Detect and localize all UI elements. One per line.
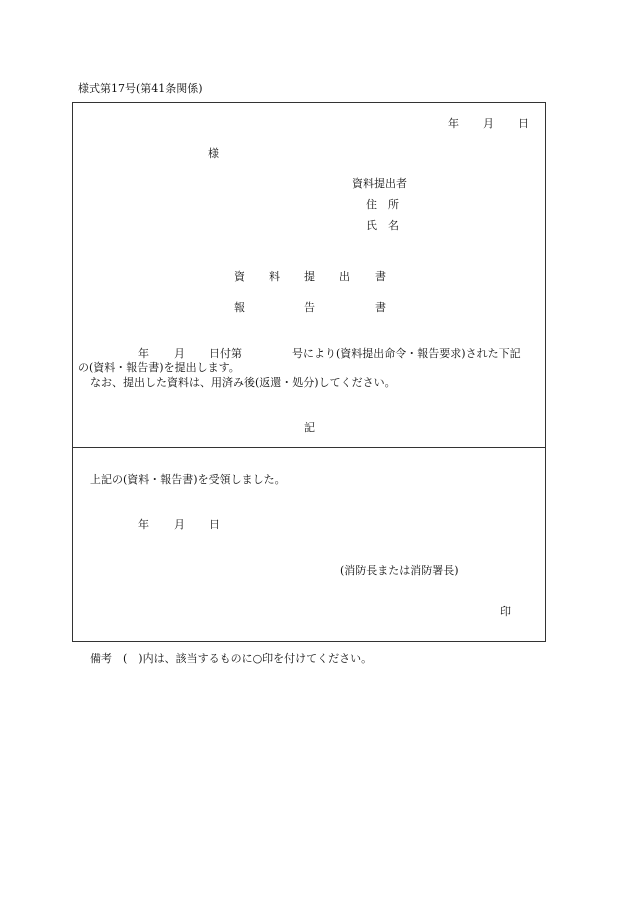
form-number: 様式第17号(第41条関係) — [78, 82, 203, 95]
addressee-suffix: 様 — [208, 147, 219, 160]
title-char: 報 — [234, 301, 245, 314]
receipt-date-month: 月 — [174, 518, 185, 531]
submitter-title: 資料提出者 — [352, 177, 407, 190]
title-char: 資 — [234, 270, 245, 283]
title-char: 料 — [269, 270, 280, 283]
receipt-statement: 上記の(資料・報告書)を受領しました。 — [90, 473, 286, 486]
receipt-date-year: 年 — [138, 518, 149, 531]
body-line3: なお、提出した資料は、用済み後(返還・処分)してください。 — [90, 376, 396, 389]
section-divider — [72, 447, 546, 448]
title-char: 告 — [304, 301, 315, 314]
submitter-name-label: 氏 名 — [366, 219, 399, 232]
ki-mark: 記 — [304, 421, 315, 434]
receipt-official-title: (消防長または消防署長) — [340, 564, 459, 577]
body-line1-month: 月 — [174, 347, 185, 360]
receipt-date-day: 日 — [209, 518, 220, 531]
title-char: 提 — [304, 270, 315, 283]
date-day-label: 日 — [518, 117, 529, 130]
title-char: 出 — [339, 270, 350, 283]
body-line1-rest: 号により(資料提出命令・報告要求)された下記 — [292, 347, 521, 360]
remarks-note: 備考 ( )内は、該当するものに○印を付けてください。 — [90, 652, 373, 665]
body-line2: の(資料・報告書)を提出します。 — [78, 361, 240, 374]
body-line1-year: 年 — [138, 347, 149, 360]
receipt-seal-mark: 印 — [500, 605, 511, 618]
date-month-label: 月 — [483, 117, 494, 130]
submitter-address-label: 住 所 — [366, 198, 399, 211]
title-char: 書 — [375, 301, 386, 314]
date-year-label: 年 — [448, 117, 459, 130]
title-char: 書 — [375, 270, 386, 283]
body-line1-day: 日付第 — [209, 347, 242, 360]
